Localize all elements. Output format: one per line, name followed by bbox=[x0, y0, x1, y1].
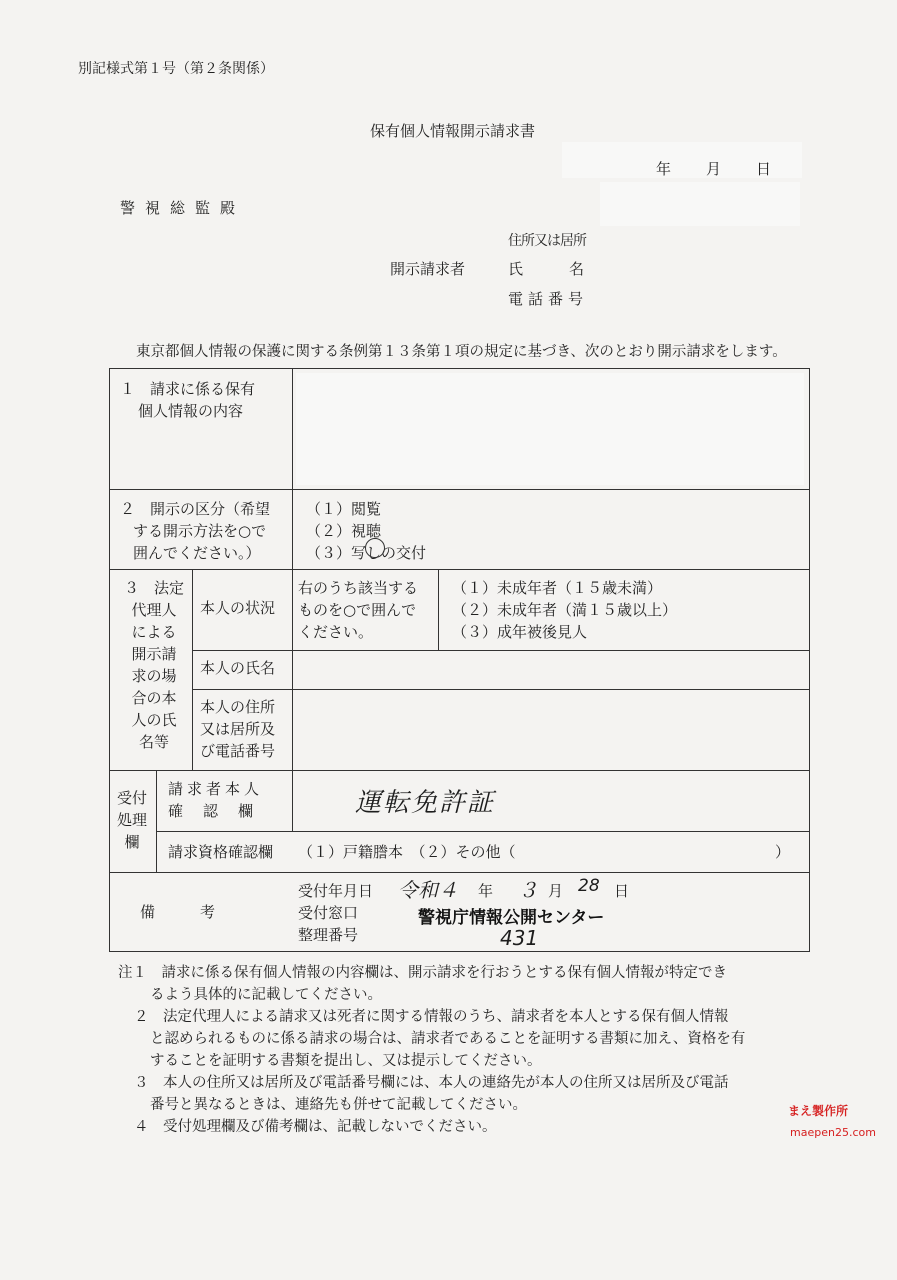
section1-line: 個人情報の内容 bbox=[138, 402, 244, 420]
note-line: と認められるものに係る請求の場合は、請求者であることを証明する書類に加え、資格を有 bbox=[150, 1031, 746, 1047]
status-option: （２）未成年者（満１５歳以上） bbox=[452, 601, 678, 619]
address-line: び電話番号 bbox=[200, 742, 276, 760]
reception-line: 欄 bbox=[124, 833, 140, 851]
section3-line: 人の氏 bbox=[131, 711, 177, 729]
address-line: 本人の住所 bbox=[200, 698, 276, 716]
note-line: することを証明する書類を提出し、又は提示してください。 bbox=[150, 1053, 542, 1069]
identity-check-value: 運転免許証 bbox=[355, 788, 496, 818]
received-day: 28 bbox=[578, 876, 600, 896]
section3-line: 求の場 bbox=[131, 667, 177, 685]
principal-address-label bbox=[200, 696, 275, 762]
remarks-label: 備 考 bbox=[140, 903, 216, 921]
counter-label: 受付窓口 bbox=[298, 904, 359, 922]
requester-name-label: 氏名 bbox=[508, 260, 631, 278]
reception-line: 処理 bbox=[116, 811, 147, 829]
qualification-close: ） bbox=[775, 843, 791, 861]
qualification-options: （１）戸籍謄本 （２）その他（ bbox=[298, 843, 516, 861]
number-value: 431 bbox=[500, 926, 539, 950]
disclosure-option-selected: （３）写しの交付 bbox=[306, 544, 427, 562]
reception-label bbox=[116, 787, 148, 853]
watermark-url: maepen25.com bbox=[790, 1126, 876, 1139]
identity-line: 確認欄 bbox=[168, 802, 274, 820]
received-year-unit: 年 bbox=[478, 882, 494, 900]
section1-line: １ 請求に係る保有 bbox=[120, 380, 256, 398]
section2-line: 囲んでください。） bbox=[133, 544, 261, 562]
qualification-check-label: 請求資格確認欄 bbox=[168, 843, 274, 861]
instruction-line: ものを○で囲んで bbox=[298, 601, 417, 619]
received-month-unit: 月 bbox=[548, 882, 564, 900]
note-line: ３ 本人の住所又は居所及び電話番号欄には、本人の連絡先が本人の住所又は居所及び電話 bbox=[134, 1075, 729, 1091]
number-label: 整理番号 bbox=[298, 926, 359, 944]
received-month: ３ bbox=[518, 878, 538, 902]
note-line: 注１ 請求に係る保有個人情報の内容欄は、開示請求を行おうとする保有個人情報が特定でき bbox=[118, 965, 727, 981]
section3-line: 開示請 bbox=[131, 645, 177, 663]
section2-line: する開示方法を○で bbox=[133, 522, 267, 540]
section3-line: 名等 bbox=[138, 733, 169, 751]
status-option: （１）未成年者（１５歳未満） bbox=[452, 579, 663, 597]
section2-line: ２ 開示の区分（希望 bbox=[120, 500, 271, 518]
reception-line: 受付 bbox=[116, 789, 147, 807]
section2-label bbox=[120, 498, 270, 564]
principal-status-instruction bbox=[298, 577, 418, 643]
section1-label bbox=[120, 378, 255, 422]
note-line: ２ 法定代理人による請求又は死者に関する情報のうち、請求者を本人とする保有個人情報 bbox=[134, 1009, 729, 1025]
requester-label: 開示請求者 bbox=[390, 260, 466, 278]
intro-text: 東京都個人情報の保護に関する条例第１３条第１項の規定に基づき、次のとおり開示請求をします。 bbox=[136, 344, 787, 360]
requester-address-label: 住所又は居所 bbox=[508, 233, 586, 249]
received-era-year: 令和４ bbox=[398, 878, 458, 902]
counter-stamp: 警視庁情報公開センター bbox=[418, 908, 605, 928]
form-number: 別記様式第１号（第２条関係） bbox=[78, 61, 274, 77]
note-line: 番号と異なるときは、連絡先も併せて記載してください。 bbox=[150, 1097, 527, 1113]
principal-status-label: 本人の状況 bbox=[200, 599, 276, 617]
redacted-area bbox=[600, 182, 800, 226]
note-line: ４ 受付処理欄及び備考欄は、記載しないでください。 bbox=[134, 1119, 497, 1135]
date-month: 月 bbox=[706, 160, 722, 178]
disclosure-option: （２）視聴 bbox=[306, 522, 382, 540]
received-day-unit: 日 bbox=[614, 882, 630, 900]
address-line: 又は居所及 bbox=[200, 720, 276, 738]
instruction-line: ください。 bbox=[298, 623, 374, 641]
addressee: 警視総監殿 bbox=[120, 199, 246, 217]
section3-label bbox=[118, 577, 190, 753]
date-year: 年 bbox=[656, 160, 672, 178]
watermark-name: まえ製作所 bbox=[788, 1104, 849, 1118]
section3-line: による bbox=[131, 623, 177, 641]
section3-line: 代理人 bbox=[131, 601, 177, 619]
note-line: るよう具体的に記載してください。 bbox=[150, 987, 382, 1003]
status-option: （３）成年被後見人 bbox=[452, 623, 588, 641]
principal-status-options bbox=[452, 577, 677, 643]
section3-line: 合の本 bbox=[131, 689, 177, 707]
section2-options bbox=[306, 498, 426, 564]
selection-circle bbox=[365, 538, 385, 558]
disclosure-option: （１）閲覧 bbox=[306, 500, 382, 518]
page-title: 保有個人情報開示請求書 bbox=[370, 122, 536, 140]
identity-check-label bbox=[168, 778, 273, 822]
principal-name-label: 本人の氏名 bbox=[200, 659, 276, 677]
redacted-area bbox=[296, 373, 804, 485]
requester-phone-label: 電話番号 bbox=[508, 290, 589, 308]
identity-line: 請求者本人 bbox=[168, 780, 264, 798]
instruction-line: 右のうち該当する bbox=[298, 579, 419, 597]
section3-line: ３ 法定 bbox=[123, 579, 184, 597]
date-day: 日 bbox=[756, 160, 772, 178]
received-date-label: 受付年月日 bbox=[298, 882, 374, 900]
